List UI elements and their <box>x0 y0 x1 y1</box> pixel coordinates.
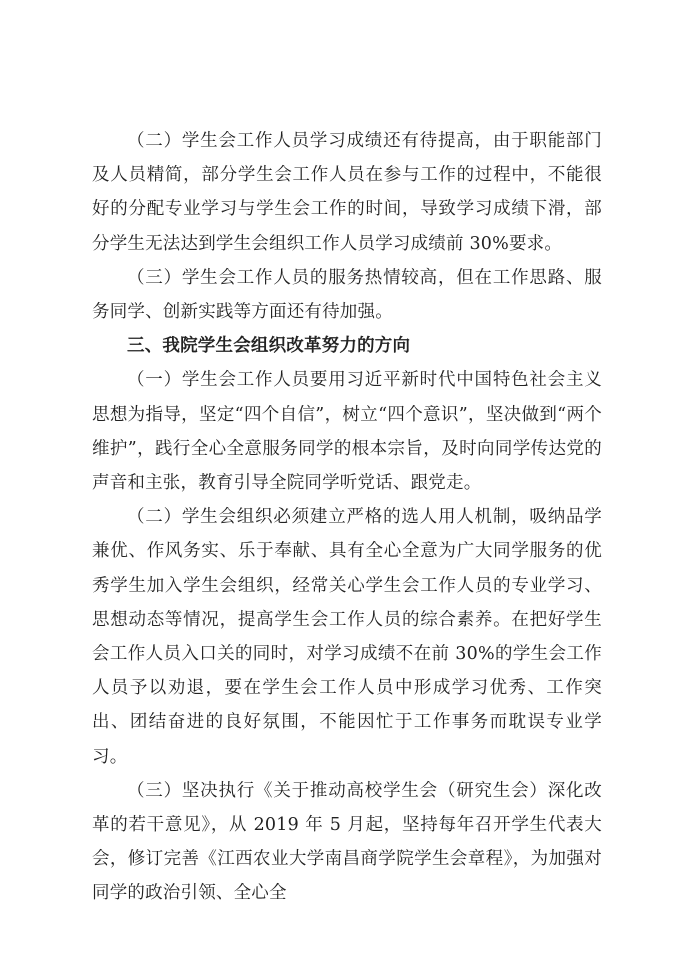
section-paragraph-1-guidance: （一）学生会工作人员要用习近平新时代中国特色社会主义思想为指导，坚定“四个自信”，树立“四个意识”，坚决做到“两个维护”，践行全心全意服务同学的根本宗旨，及时向同学传达党的声音和主张，教育引导全院同学听党话、跟党走。 <box>92 370 602 494</box>
section-heading: 三、我院学生会组织改革努力的方向 <box>127 336 411 357</box>
paragraph-2-academic-performance: （二）学生会工作人员学习成绩还有待提高，由于职能部门及人员精简，部分学生会工作人员在参与工作的过程中，不能很好的分配专业学习与学生会工作的时间，导致学习成绩下滑，部分学生无法达到学生会组织工作人员学习成绩前 30%要求。 <box>92 131 602 254</box>
paragraph-3-service-enthusiasm: （三）学生会工作人员的服务热情较高，但在工作思路、服务同学、创新实践等方面还有待加强。 <box>92 267 602 323</box>
document-page <box>92 124 602 911</box>
section-paragraph-3-implementation: （三）坚决执行《关于推动高校学生会（研究生会）深化改革的若干意见》，从 2019 年 5 月起，坚持每年召开学生代表大会，修订完善《江西农业大学南昌商学院学生会章程》，为加强对同学的政治引领、全心全 <box>92 780 602 904</box>
section-paragraph-2-selection-mechanism: （二）学生会组织必须建立严格的选人用人机制，吸纳品学兼优、作风务实、乐于奉献、具有全心全意为广大同学服务的优秀学生加入学生会组织，经常关心学生会工作人员的专业学习、思想动态等情况，提高学生会工作人员的综合素养。在把好学生会工作人员入口关的同时，对学习成绩不在前 30%的学生会工作人员予以劝退，要在学生会工作人员中形成学习优秀、工作突出、团结奋进的良好氛围，不能因忙于工作事务而耽误专业学习。 <box>92 507 602 767</box>
